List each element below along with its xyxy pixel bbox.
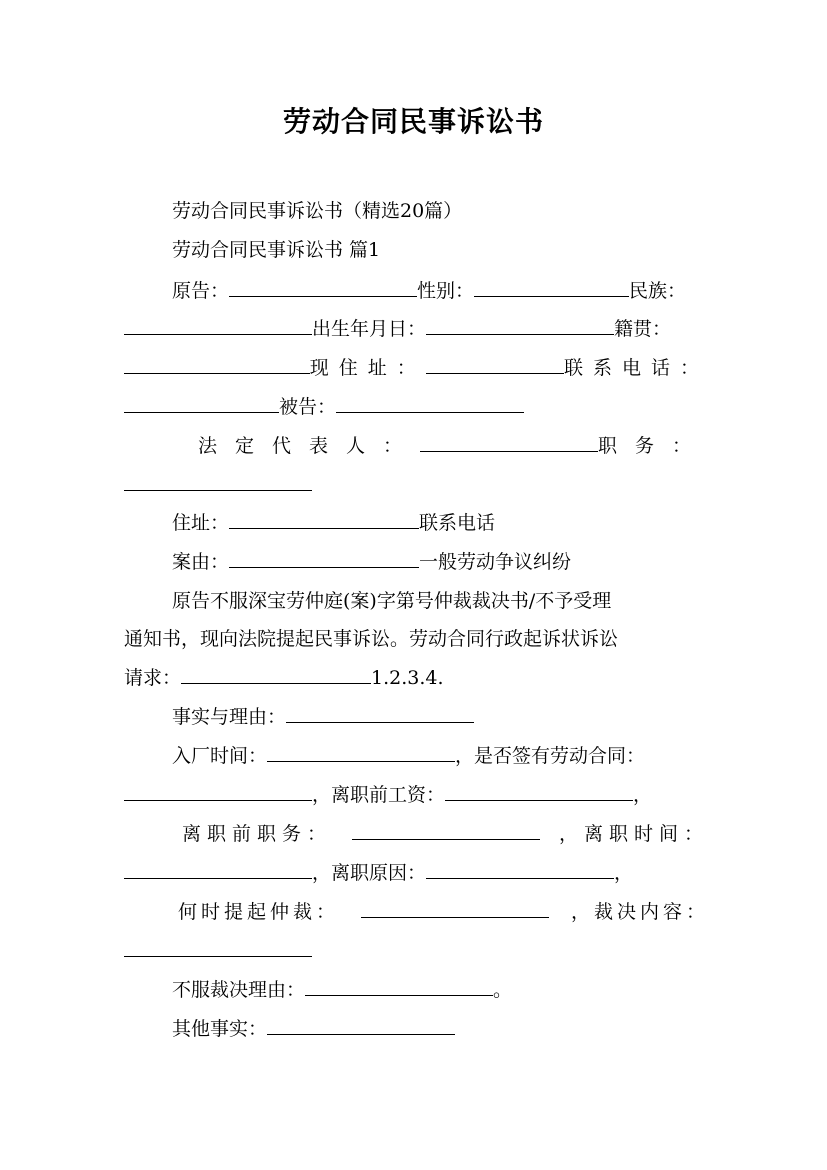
address-blank[interactable] [426,355,564,374]
ruling-blank-line [124,938,709,964]
legal-rep-blank[interactable] [420,433,598,452]
residence-line [172,510,709,536]
signed-contract-label: ，是否签有劳动合同： [455,745,646,767]
position-label: 职务： [597,435,709,457]
ethnicity-blank[interactable] [124,316,312,335]
arbitration-time-label: 何时提起仲裁： [178,901,340,923]
job-before-blank[interactable] [352,821,540,840]
birth-blank[interactable] [426,316,614,335]
legal-rep-label: 法定代表人： [198,435,421,457]
entry-time-blank[interactable] [267,743,455,762]
ruling-content-label: ，裁决内容： [570,901,709,923]
other-facts-line [172,1016,709,1042]
phone2-label: 联系电话 [419,512,496,534]
leave-reason-blank[interactable] [426,860,614,879]
residence-label: 住址： [172,512,230,534]
legal-rep-line [198,433,709,459]
disagree-blank[interactable] [305,977,493,996]
disagree-label: 不服裁决理由： [172,979,306,1001]
document-title: 劳动合同民事诉讼书 [282,105,544,138]
leave-reason-label: ，离职原因： [312,862,427,884]
entry-time-line [172,743,709,769]
ruling-content-blank[interactable] [124,938,312,957]
other-facts-label: 其他事实： [172,1018,268,1040]
cause-blank[interactable] [229,549,419,568]
salary-line [124,782,709,808]
disagree-period: 。 [493,979,513,1001]
paragraph-line-2: 通知书，现向法院提起民事诉讼。劳动合同行政起诉状诉讼 [124,628,619,650]
gender-blank[interactable] [474,278,629,297]
position-blank-line [124,472,709,498]
plaintiff-blank[interactable] [229,278,417,297]
cause-label: 案由： [172,551,230,573]
position-blank[interactable] [124,472,312,491]
other-facts-blank[interactable] [267,1016,455,1035]
gender-label: 性别： [417,280,475,302]
cause-text: 一般劳动争议纠纷 [419,551,572,573]
leave-time-blank[interactable] [124,860,312,879]
claim-label: 请求： [124,667,182,689]
plaintiff-label: 原告： [172,280,230,302]
plaintiff-line [172,278,709,304]
job-before-label: 离职前职务： [182,823,333,845]
facts-line [172,704,709,730]
origin-blank[interactable] [124,355,310,374]
entry-time-label: 入厂时间： [172,745,268,767]
leave-reason-comma: ， [614,862,634,884]
salary-label: ，离职前工资： [312,784,446,806]
address-line [124,355,709,381]
salary-comma: ， [633,784,653,806]
defendant-line [124,394,709,420]
defendant-label: 被告： [279,396,337,418]
disagree-line [172,977,709,1003]
signed-contract-blank[interactable] [124,782,312,801]
subtitle: 劳动合同民事诉讼书（精选20篇） [172,200,463,222]
residence-blank[interactable] [229,510,419,529]
job-before-line [182,821,709,847]
cause-line [172,549,709,575]
facts-blank[interactable] [286,704,474,723]
paragraph-line-1: 原告不服深宝劳仲庭(案)字第号仲裁裁决书/不予受理 [172,590,612,612]
phone-label: 联系电话： [563,357,709,379]
arbitration-line [178,899,709,925]
birth-label: 出生年月日： [312,318,427,340]
phone-blank[interactable] [124,394,279,413]
origin-label: 籍贯： [614,318,672,340]
claim-line [124,665,709,691]
section-heading: 劳动合同民事诉讼书 篇1 [172,239,381,261]
ethnicity-label: 民族： [629,280,687,302]
facts-label: 事实与理由： [172,706,287,728]
defendant-blank[interactable] [336,394,524,413]
claim-items: 1.2.3.4. [371,667,444,689]
arbitration-time-blank[interactable] [361,899,549,918]
leave-time-label: ，离职时间： [558,823,709,845]
salary-blank[interactable] [445,782,633,801]
birth-line [124,316,709,342]
leave-reason-line [124,860,709,886]
address-label: 现住址： [309,357,426,379]
claim-blank[interactable] [181,665,371,684]
